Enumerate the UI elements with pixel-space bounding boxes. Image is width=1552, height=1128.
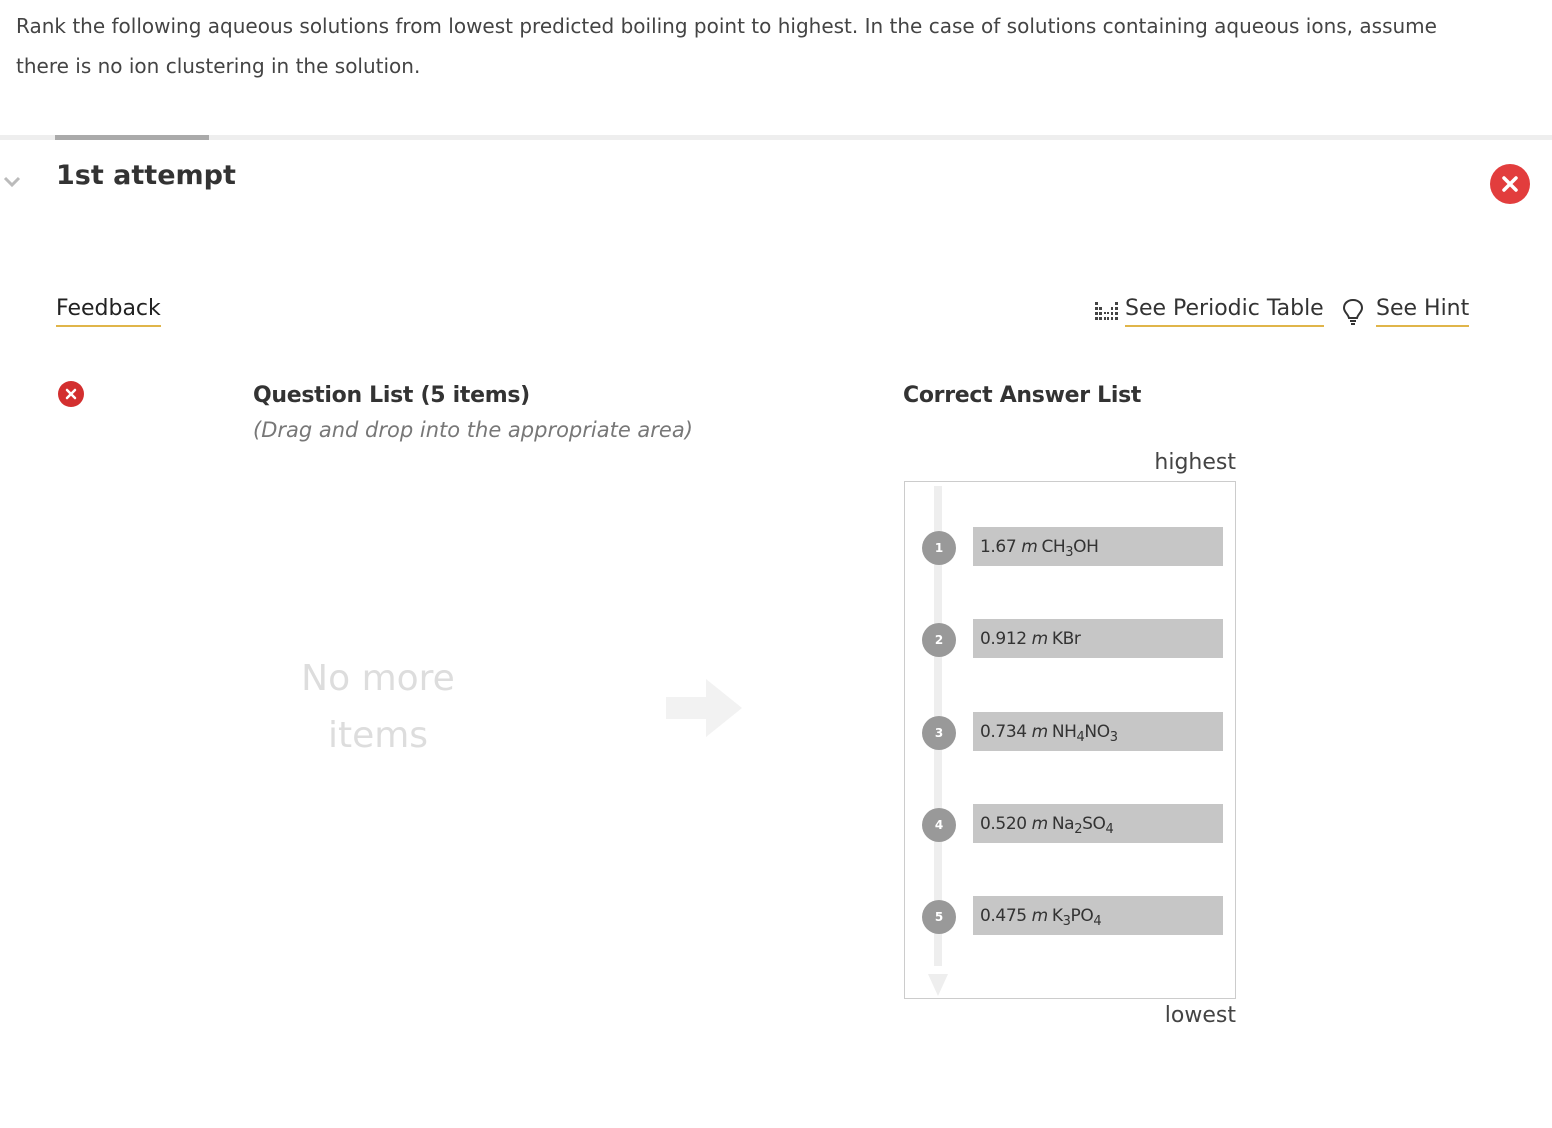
chemical-formula: $NH_4NO_3$ — [1051, 721, 1118, 745]
see-periodic-table-link[interactable] — [1094, 296, 1324, 327]
arrow-right-icon — [664, 677, 744, 739]
highest-label: highest — [1154, 450, 1236, 475]
attempt-incorrect-icon — [1490, 164, 1530, 204]
chemical-formula: $CH_3OH$ — [1041, 536, 1099, 560]
molality-unit: m — [1031, 628, 1048, 649]
answer-row — [922, 527, 1224, 567]
rank-number-badge: 3 — [922, 716, 956, 750]
molality-unit: m — [1031, 721, 1048, 742]
rank-number-badge: 4 — [922, 808, 956, 842]
molality-value: 0.912 — [980, 628, 1027, 649]
rank-number-badge: 1 — [922, 531, 956, 565]
draggable-answer-item[interactable] — [973, 527, 1223, 566]
answer-row — [922, 619, 1224, 659]
question-prompt: Rank the following aqueous solutions from lowest predicted boiling point to highest. In the case of solutions containing aqueous ions, assume there is no ion clustering in the solution. — [16, 14, 1437, 78]
attempt-tab-bar — [0, 135, 1552, 140]
answer-row — [922, 712, 1224, 752]
attempt-tab-indicator — [55, 135, 209, 140]
answer-row — [922, 804, 1224, 844]
molality-unit: m — [1021, 536, 1038, 557]
draggable-answer-item[interactable] — [973, 619, 1223, 658]
rank-number-badge: 5 — [922, 900, 956, 934]
chemical-formula: $Na_2SO_4$ — [1051, 813, 1114, 837]
chevron-down-icon[interactable] — [2, 172, 22, 192]
rank-number-badge: 2 — [922, 623, 956, 657]
empty-line-2: items — [327, 715, 429, 756]
draggable-answer-item[interactable] — [973, 712, 1223, 751]
arrow-down-icon — [928, 974, 948, 996]
chemical-formula: KBr — [1051, 628, 1081, 649]
molality-value: 0.734 — [980, 721, 1027, 742]
feedback-link[interactable]: Feedback — [56, 296, 161, 327]
empty-line-1: No more — [301, 658, 455, 699]
answer-row — [922, 896, 1224, 936]
molality-value: 0.520 — [980, 813, 1027, 834]
incorrect-icon — [58, 381, 84, 407]
question-list-empty — [268, 650, 488, 764]
draggable-answer-item[interactable] — [973, 804, 1223, 843]
question-list-title: Question List (5 items) — [253, 383, 530, 408]
lightbulb-icon — [1342, 298, 1364, 326]
see-periodic-table-label[interactable]: See Periodic Table — [1125, 296, 1324, 327]
chemical-formula: $K_3PO_4$ — [1051, 905, 1102, 929]
molality-unit: m — [1031, 905, 1048, 926]
see-hint-link[interactable] — [1342, 296, 1469, 327]
see-hint-label[interactable]: See Hint — [1376, 296, 1469, 327]
lowest-label: lowest — [1164, 1003, 1236, 1028]
answer-list-title: Correct Answer List — [903, 383, 1142, 408]
periodic-table-icon — [1094, 299, 1120, 323]
molality-unit: m — [1031, 813, 1048, 834]
molality-value: 0.475 — [980, 905, 1027, 926]
molality-value: 1.67 — [980, 536, 1017, 557]
attempt-title[interactable]: 1st attempt — [56, 160, 236, 191]
draggable-answer-item[interactable] — [973, 896, 1223, 935]
question-list-instructions: (Drag and drop into the appropriate area) — [253, 418, 693, 442]
